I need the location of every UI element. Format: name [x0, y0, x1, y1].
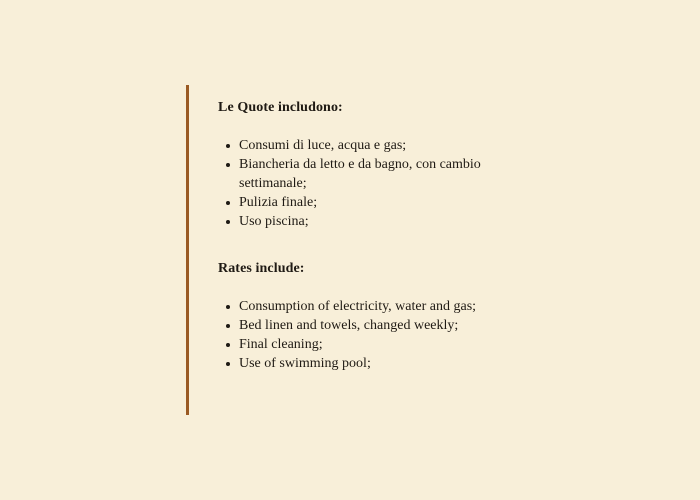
list-item: Biancheria da letto e da bagno, con cambio settimanale; [239, 155, 494, 193]
list-item: Consumption of electricity, water and gas; [239, 297, 494, 316]
list-item: Consumi di luce, acqua e gas; [239, 136, 494, 155]
list-item: Use of swimming pool; [239, 354, 494, 373]
list-item: Uso piscina; [239, 212, 494, 231]
english-rates-section [218, 259, 496, 373]
list-item: Pulizia finale; [239, 193, 494, 212]
italian-rates-heading: Le Quote includono: [218, 100, 343, 115]
list-item: Final cleaning; [239, 335, 494, 354]
italian-rates-section [218, 98, 496, 231]
english-rates-list [218, 297, 496, 373]
rates-panel [186, 85, 496, 415]
list-item: Bed linen and towels, changed weekly; [239, 316, 494, 335]
english-rates-heading: Rates include: [218, 261, 305, 276]
italian-rates-list [218, 136, 496, 231]
